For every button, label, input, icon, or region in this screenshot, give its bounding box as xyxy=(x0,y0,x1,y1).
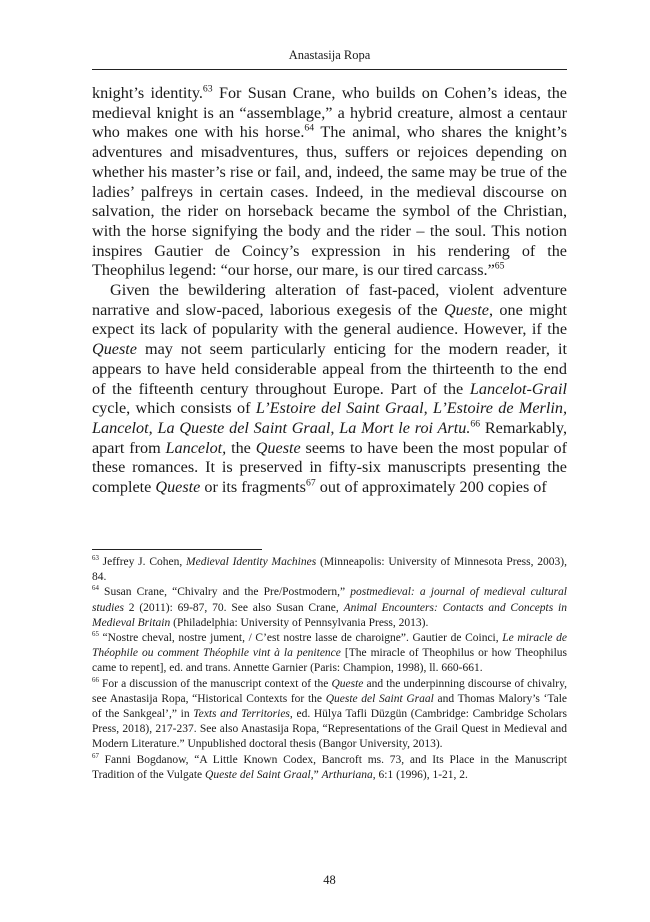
footnote-marker: 65 xyxy=(92,631,99,639)
text-run: For Susan Crane, who builds on Cohen’s ideas, the medieval knight is an “assemblage,” a hybrid creature, almost a centaur who makes one with his horse. xyxy=(92,84,567,142)
text-run: (Philadelphia: University of Pennsylvania Press, 2013). xyxy=(170,616,429,629)
footnote xyxy=(92,585,567,631)
footnote-marker: 67 xyxy=(305,477,316,489)
body-paragraph xyxy=(92,84,567,281)
text-run: [The miracle of Theophilus or how Theophilus came to repent], ed. and trans. Annette Garnier (Paris: Champion, 1998), ll. 660-661. xyxy=(92,647,567,675)
italic-text: Lancelot, xyxy=(165,438,227,457)
text-run: , 6:1 (1996), 1-21, 2. xyxy=(372,768,468,781)
text-run: and Thomas Malory’s ‘Tale of the Sankgeal’,” in xyxy=(92,692,567,721)
footnote-marker: 66 xyxy=(92,676,99,684)
footnote-marker: 63 xyxy=(92,555,99,563)
italic-text: Le miracle de Théophile ou comment Théophile vint à la penitence xyxy=(92,632,568,660)
italic-text: Queste xyxy=(155,478,201,497)
italic-text: Lancelot-Grail xyxy=(469,379,567,398)
footnote-marker: 67 xyxy=(92,752,99,760)
text-run: ,” xyxy=(310,768,322,781)
italic-text: L’Estoire del Saint Graal, L’Estoire de Merlin, Lancelot, La Queste del Saint Graal, La Mort le roi Artu. xyxy=(92,399,567,437)
footnote xyxy=(92,631,567,677)
italic-text: Queste del Saint Graal xyxy=(325,692,434,705)
footnote-separator xyxy=(92,549,262,550)
italic-text: postmedieval: a journal of medieval cultural studies xyxy=(92,586,567,614)
italic-text: Queste xyxy=(92,340,137,359)
footnote-marker: 63 xyxy=(202,83,213,95)
italic-text: Queste del Saint Graal xyxy=(205,768,311,781)
text-run: 2 (2011): 69-87, 70. See also Susan Crane, xyxy=(123,601,344,614)
text-run: Given the bewildering alteration of fast-paced, violent adventure narrative and slow-paced, laborious exegesis of the xyxy=(92,281,567,319)
text-run: and the underpinning discourse of chivalry, see Anastasija Ropa, “Historical Contexts for the xyxy=(92,677,567,705)
body-text xyxy=(92,84,567,498)
footnote-marker: 66 xyxy=(470,418,481,430)
italic-text: Texts and Territories xyxy=(193,708,290,721)
text-run: out of approximately 200 copies of xyxy=(315,478,547,497)
text-run: may not seem particularly enticing for the modern reader, it appears to have held considerable appeal from the thirteenth to the end of the fifteenth century throughout Europe. Part of the xyxy=(92,340,567,398)
footnote xyxy=(92,677,567,753)
italic-text: Animal Encounters: Contacts and Concepts in Medieval Britain xyxy=(92,601,567,629)
footnote-marker: 64 xyxy=(92,585,99,593)
text-run: knight’s identity. xyxy=(92,84,203,102)
text-run: Susan Crane, “Chivalry and the Pre/Postmodern,” xyxy=(98,586,351,599)
body-paragraph xyxy=(92,281,567,498)
footnotes xyxy=(92,555,567,783)
footnote xyxy=(92,753,567,783)
running-head: Anastasija Ropa xyxy=(288,48,371,62)
text-run: or its fragments xyxy=(200,478,306,497)
italic-text: Queste xyxy=(255,438,301,457)
footnote xyxy=(92,555,567,585)
text-run: the xyxy=(226,438,256,457)
header-rule xyxy=(92,69,567,70)
text-run: seems to have been the most popular of these romances. It is preserved in fifty-six manuscripts presenting the complete xyxy=(92,438,567,497)
text-run: (Minneapolis: University of Minnesota Press, 2003), 84. xyxy=(92,556,568,584)
italic-text: Arthuriana xyxy=(321,768,373,781)
text-run: Remarkably, apart from xyxy=(92,418,567,457)
text-run: cycle, which consists of xyxy=(92,399,256,418)
footnote-marker: 65 xyxy=(494,260,505,272)
text-run: Jeffrey J. Cohen, xyxy=(98,556,187,568)
text-run: For a discussion of the manuscript context of the xyxy=(98,677,332,690)
text-run: Fanni Bogdanow, “A Little Known Codex, Bancroft ms. 73, and Its Place in the Manuscript Tradition of the Vulgate xyxy=(92,753,567,781)
italic-text: Queste xyxy=(331,677,364,690)
text-run: “Nostre cheval, nostre jument, / C’est nostre lasse de charoigne”. Gautier de Coinci, xyxy=(98,632,503,645)
page-number: 48 xyxy=(323,873,336,887)
text-run: , ed. Hülya Tafli Düzgün (Cambridge: Cambridge Scholars Press, 2018), 217-237. See also Anastasija Ropa, “Representations of the Grail Quest in Medieval and Modern Literature.” Unpublished doctoral thesis (Bangor University, 2013). xyxy=(92,708,567,751)
italic-text: Queste xyxy=(443,300,489,319)
footnote-marker: 64 xyxy=(304,123,315,135)
italic-text: Medieval Identity Machines xyxy=(186,556,317,568)
text-run: The animal, who shares the knight’s adventures and misadventures, thus, suffers or rejoices depending on whether his master’s rise or fail, and, indeed, the same may be true of the ladies’ palfreys in certain cases. Indeed, in the medieval discourse on salvation, the rider on horseback became the symbol of the Christian, with the horse signifying the body and the rider – the soul. This notion inspires Gautier de Coincy’s expression in his rendering of the Theophilus legend: “our horse, our mare, is our tired carcass.” xyxy=(92,123,567,280)
text-run: , one might expect its lack of popularity with the general audience. However, if the xyxy=(92,300,567,339)
